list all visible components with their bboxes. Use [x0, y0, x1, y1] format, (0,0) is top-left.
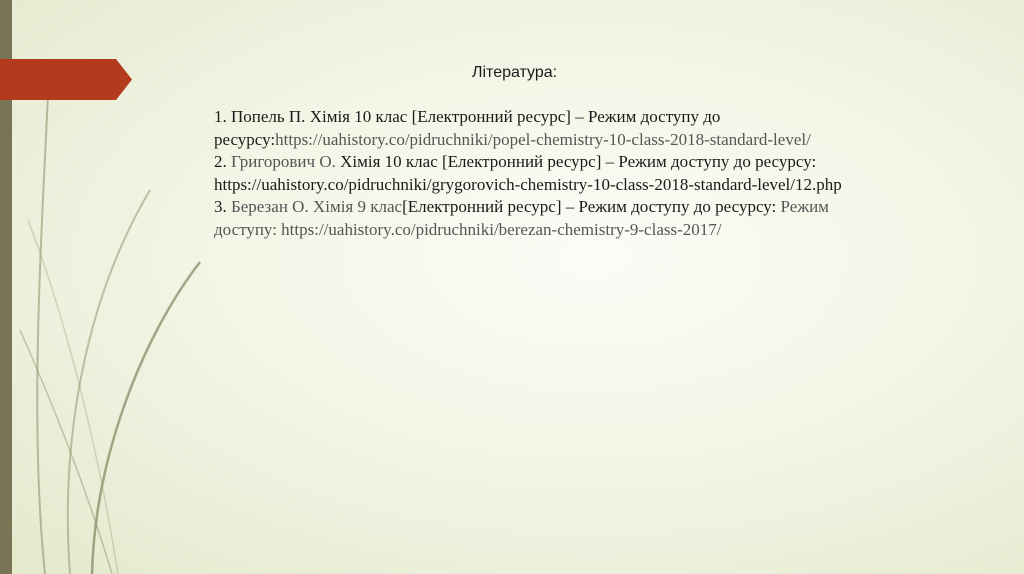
reference-url[interactable]: https://uahistory.co/pidruchniki/berezan-chemistry-9-class-2017/: [281, 219, 722, 239]
reference-author: Попель П.: [231, 107, 306, 126]
reference-number: 2.: [214, 152, 227, 171]
reference-resource: [Електронний ресурс] – Режим доступу до ресурсу:: [442, 152, 817, 171]
reference-item: [214, 151, 854, 196]
reference-title: Хімія 9 клас: [312, 197, 403, 216]
reference-resource: [Електронний ресурс] – Режим доступу до ресурсу:: [402, 197, 777, 216]
reference-access: Режим доступу:: [214, 197, 829, 239]
reference-resource: [Електронний ресурс] – Режим доступу до ресурсу:: [214, 107, 721, 149]
page-title: Література:: [472, 64, 558, 81]
red-arrow-banner: [0, 59, 132, 100]
reference-url[interactable]: https://uahistory.co/pidruchniki/popel-chemistry-10-class-2018-standard-level/: [275, 129, 811, 149]
reference-item: [214, 196, 854, 241]
reference-url[interactable]: https://uahistory.co/pidruchniki/grygorovich-chemistry-10-class-2018-standard-level/12.php: [214, 174, 842, 194]
reference-number: 3.: [214, 197, 227, 216]
reference-author: Григорович О.: [231, 152, 336, 171]
reference-list: [214, 106, 854, 241]
reference-item: [214, 106, 854, 151]
reference-author: Березан О.: [231, 197, 309, 216]
reference-title: Хімія 10 клас: [340, 152, 438, 171]
reference-number: 1.: [214, 107, 227, 126]
literature-section: [214, 62, 854, 241]
reference-title: Хімія 10 клас: [309, 107, 408, 126]
